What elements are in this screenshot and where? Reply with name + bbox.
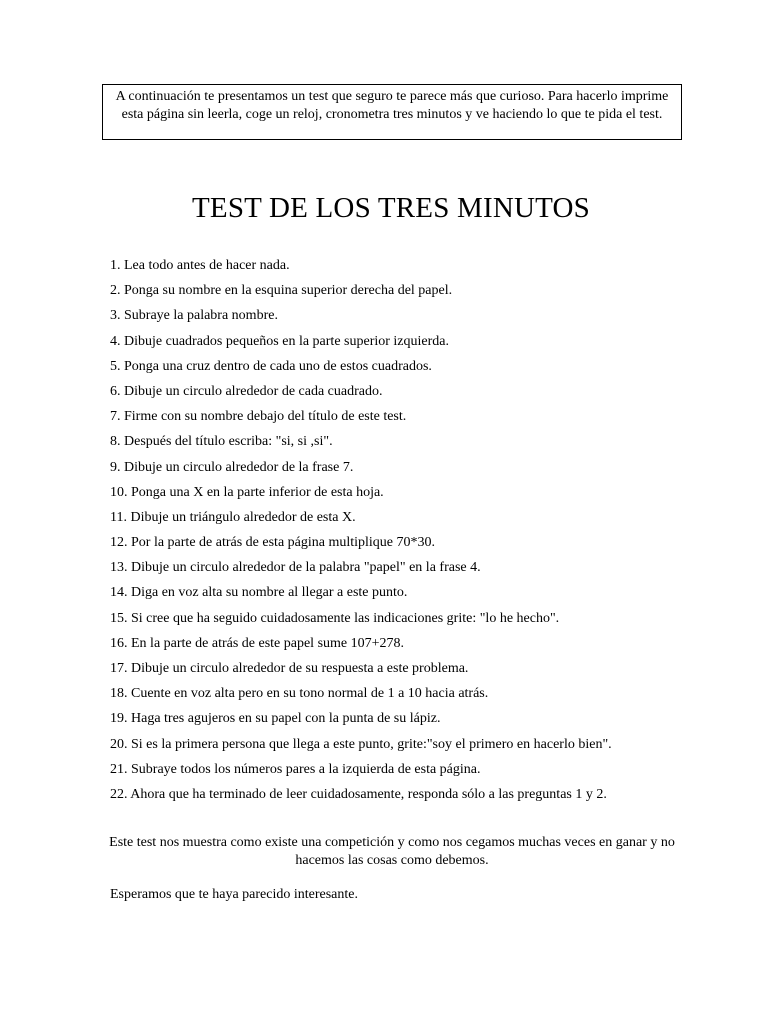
step-item: 22. Ahora que ha terminado de leer cuidadosamente, responda sólo a las preguntas 1 y 2.: [110, 786, 607, 802]
step-item: 5. Ponga una cruz dentro de cada uno de estos cuadrados.: [110, 358, 432, 374]
step-item: 6. Dibuje un circulo alrededor de cada cuadrado.: [110, 383, 383, 399]
step-item: 7. Firme con su nombre debajo del título de este test.: [110, 409, 407, 425]
step-item: 17. Dibuje un circulo alrededor de su respuesta a este problema.: [110, 661, 469, 676]
intro-text: A continuación te presentamos un test que seguro te parece más que curioso. Para hacerlo imprime esta página sin leerla, coge un reloj, cronometra tres minutos y ve haciendo lo que te pida el test.: [115, 89, 669, 122]
steps-list: [110, 256, 612, 810]
step-item: 9. Dibuje un circulo alrededor de la frase 7.: [110, 459, 354, 475]
step-item: 16. En la parte de atrás de este papel sume 107+278.: [110, 635, 405, 651]
step-item: 15. Si cree que ha seguido cuidadosamente las indicaciones grite: "lo he hecho".: [110, 610, 560, 626]
step-item: 1. Lea todo antes de hacer nada.: [110, 258, 290, 273]
step-item: 13. Dibuje un circulo alrededor de la palabra "papel" en la frase 4.: [110, 560, 481, 576]
step-item: 14. Diga en voz alta su nombre al llegar a este punto.: [110, 585, 408, 601]
closing-line: Esperamos que te haya parecido interesante.: [110, 887, 359, 902]
step-item: 11. Dibuje un triángulo alrededor de esta X.: [110, 509, 356, 525]
page-title: TEST DE LOS TRES MINUTOS: [192, 192, 590, 224]
step-item: 8. Después del título escriba: "si, si ,si".: [110, 434, 333, 450]
step-item: 12. Por la parte de atrás de esta página multiplique 70*30.: [110, 535, 436, 551]
step-item: 10. Ponga una X en la parte inferior de esta hoja.: [110, 484, 384, 500]
conclusion-paragraph: Este test nos muestra como existe una competición y como nos cegamos muchas veces en ganar y no hacemos las cosas como debemos.: [109, 835, 675, 868]
intro-box: [102, 84, 682, 140]
step-item: 4. Dibuje cuadrados pequeños en la parte superior izquierda.: [110, 333, 449, 349]
step-item: 20. Si es la primera persona que llega a este punto, grite:"soy el primero en hacerlo bien".: [110, 736, 612, 752]
step-item: 21. Subraye todos los números pares a la izquierda de esta página.: [110, 761, 481, 777]
step-item: 3. Subraye la palabra nombre.: [110, 308, 278, 324]
step-item: 18. Cuente en voz alta pero en su tono normal de 1 a 10 hacia atrás.: [110, 686, 489, 702]
step-item: 19. Haga tres agujeros en su papel con la punta de su lápiz.: [110, 711, 441, 727]
step-item: 2. Ponga su nombre en la esquina superior derecha del papel.: [110, 283, 453, 299]
